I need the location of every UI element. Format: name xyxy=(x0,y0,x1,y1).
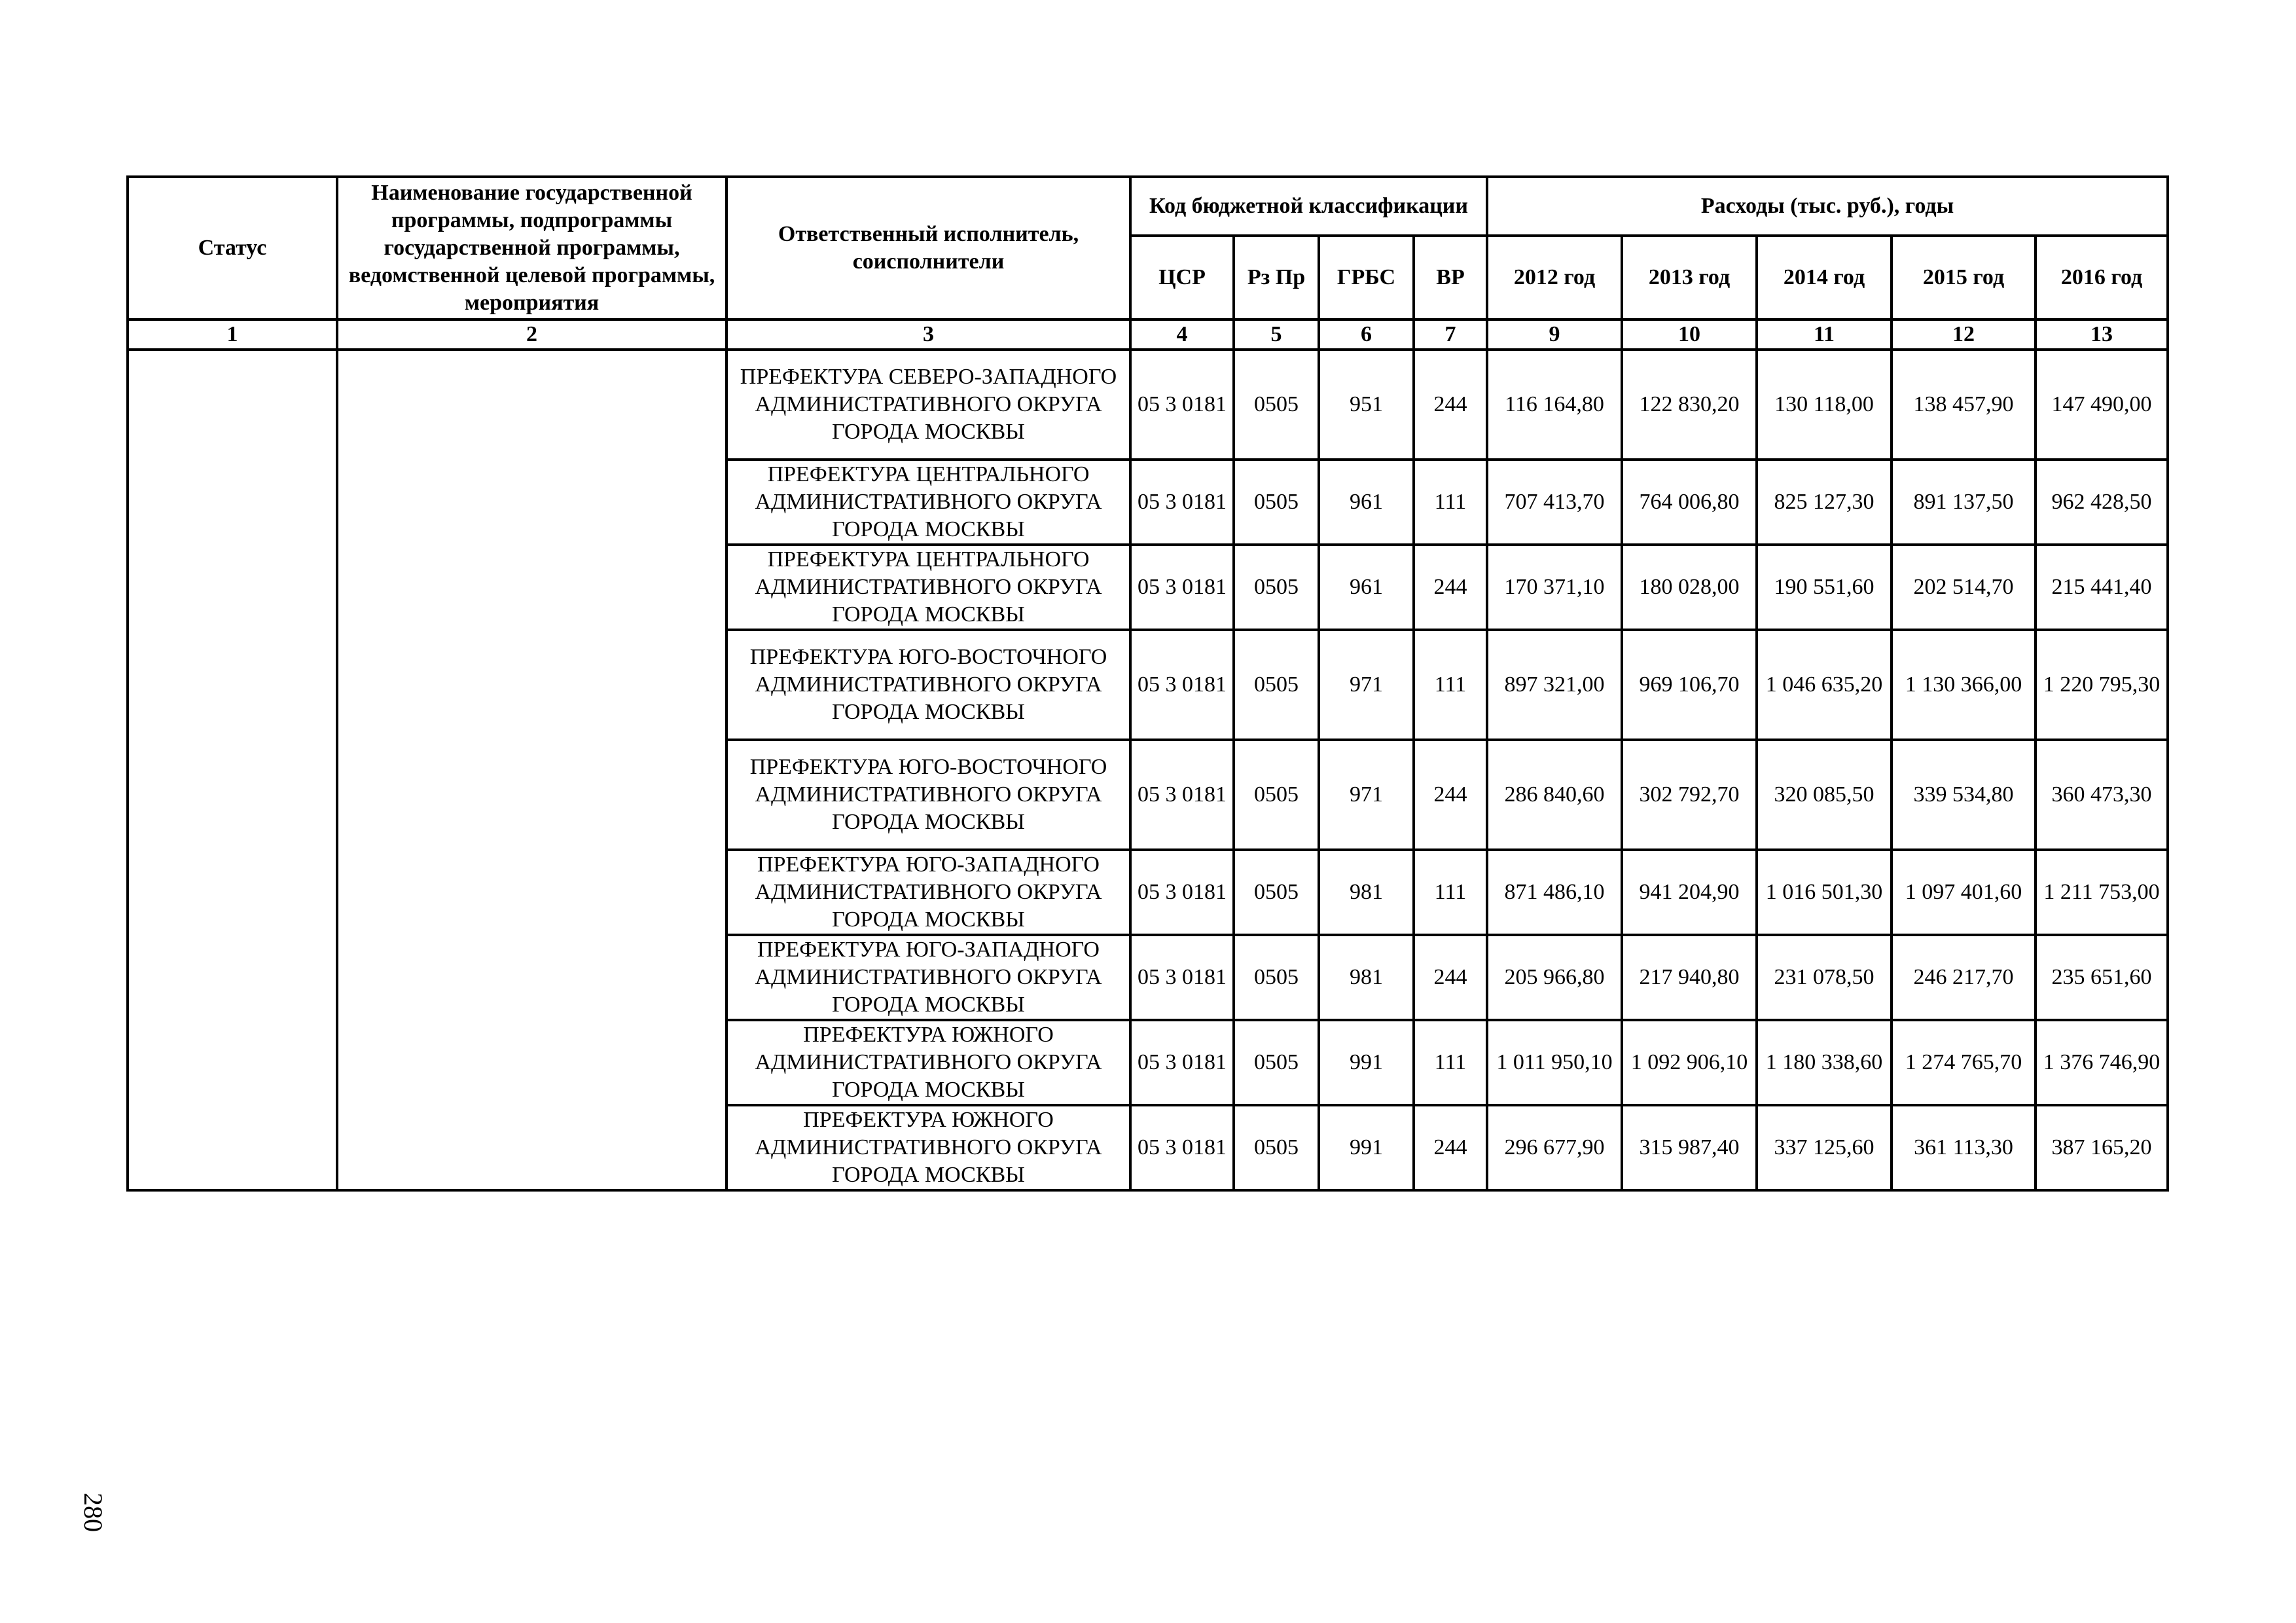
expense-2016-cell: 147 490,00 xyxy=(2036,350,2168,460)
header-expenses: Расходы (тыс. руб.), годы xyxy=(1487,177,2168,236)
executor-cell: ПРЕФЕКТУРА ЮГО-ВОСТОЧНОГО АДМИНИСТРАТИВНОГО ОКРУГА ГОРОДА МОСКВЫ xyxy=(726,630,1130,740)
vr-cell: 244 xyxy=(1414,1105,1487,1190)
column-number: 10 xyxy=(1622,319,1757,350)
csr-cell: 05 3 0181 xyxy=(1130,935,1234,1020)
expense-2012-cell: 871 486,10 xyxy=(1487,850,1622,935)
column-number: 9 xyxy=(1487,319,1622,350)
executor-cell: ПРЕФЕКТУРА ЮЖНОГО АДМИНИСТРАТИВНОГО ОКРУГА ГОРОДА МОСКВЫ xyxy=(726,1020,1130,1105)
executor-cell: ПРЕФЕКТУРА СЕВЕРО-ЗАПАДНОГО АДМИНИСТРАТИВНОГО ОКРУГА ГОРОДА МОСКВЫ xyxy=(726,350,1130,460)
expense-2013-cell: 941 204,90 xyxy=(1622,850,1757,935)
header-budget-code: Код бюджетной классификации xyxy=(1130,177,1487,236)
expense-2015-cell: 202 514,70 xyxy=(1892,545,2036,630)
program-name-cell xyxy=(337,350,726,1190)
expense-2012-cell: 205 966,80 xyxy=(1487,935,1622,1020)
column-number: 1 xyxy=(128,319,337,350)
expense-2016-cell: 387 165,20 xyxy=(2036,1105,2168,1190)
column-number: 2 xyxy=(337,319,726,350)
csr-cell: 05 3 0181 xyxy=(1130,630,1234,740)
vr-cell: 111 xyxy=(1414,460,1487,545)
column-number: 13 xyxy=(2036,319,2168,350)
grbs-cell: 951 xyxy=(1319,350,1414,460)
grbs-cell: 981 xyxy=(1319,850,1414,935)
expense-2015-cell: 361 113,30 xyxy=(1892,1105,2036,1190)
vr-cell: 244 xyxy=(1414,350,1487,460)
header-year-2016: 2016 год xyxy=(2036,236,2168,319)
grbs-cell: 981 xyxy=(1319,935,1414,1020)
expense-2015-cell: 1 274 765,70 xyxy=(1892,1020,2036,1105)
column-number: 6 xyxy=(1319,319,1414,350)
vr-cell: 244 xyxy=(1414,935,1487,1020)
expense-2012-cell: 116 164,80 xyxy=(1487,350,1622,460)
header-year-2014: 2014 год xyxy=(1757,236,1892,319)
expense-2015-cell: 1 097 401,60 xyxy=(1892,850,2036,935)
column-number: 11 xyxy=(1757,319,1892,350)
expense-2016-cell: 1 220 795,30 xyxy=(2036,630,2168,740)
csr-cell: 05 3 0181 xyxy=(1130,1020,1234,1105)
vr-cell: 111 xyxy=(1414,850,1487,935)
expense-2012-cell: 296 677,90 xyxy=(1487,1105,1622,1190)
expense-2013-cell: 122 830,20 xyxy=(1622,350,1757,460)
csr-cell: 05 3 0181 xyxy=(1130,740,1234,850)
expense-2012-cell: 1 011 950,10 xyxy=(1487,1020,1622,1105)
vr-cell: 111 xyxy=(1414,1020,1487,1105)
grbs-cell: 991 xyxy=(1319,1020,1414,1105)
header-rzpr: Рз Пр xyxy=(1234,236,1319,319)
expense-2015-cell: 891 137,50 xyxy=(1892,460,2036,545)
expense-2013-cell: 764 006,80 xyxy=(1622,460,1757,545)
expense-2013-cell: 1 092 906,10 xyxy=(1622,1020,1757,1105)
expense-2014-cell: 337 125,60 xyxy=(1757,1105,1892,1190)
expense-2015-cell: 1 130 366,00 xyxy=(1892,630,2036,740)
expense-2016-cell: 360 473,30 xyxy=(2036,740,2168,850)
expense-2015-cell: 339 534,80 xyxy=(1892,740,2036,850)
csr-cell: 05 3 0181 xyxy=(1130,460,1234,545)
column-number: 4 xyxy=(1130,319,1234,350)
grbs-cell: 971 xyxy=(1319,740,1414,850)
executor-cell: ПРЕФЕКТУРА ЮГО-ЗАПАДНОГО АДМИНИСТРАТИВНОГО ОКРУГА ГОРОДА МОСКВЫ xyxy=(726,935,1130,1020)
column-number: 5 xyxy=(1234,319,1319,350)
rzpr-cell: 0505 xyxy=(1234,545,1319,630)
column-number: 7 xyxy=(1414,319,1487,350)
header-status: Статус xyxy=(128,177,337,319)
rzpr-cell: 0505 xyxy=(1234,630,1319,740)
expense-2013-cell: 969 106,70 xyxy=(1622,630,1757,740)
grbs-cell: 971 xyxy=(1319,630,1414,740)
rzpr-cell: 0505 xyxy=(1234,740,1319,850)
rzpr-cell: 0505 xyxy=(1234,850,1319,935)
expense-2014-cell: 190 551,60 xyxy=(1757,545,1892,630)
executor-cell: ПРЕФЕКТУРА ЦЕНТРАЛЬНОГО АДМИНИСТРАТИВНОГО ОКРУГА ГОРОДА МОСКВЫ xyxy=(726,545,1130,630)
expense-2012-cell: 897 321,00 xyxy=(1487,630,1622,740)
expense-2013-cell: 302 792,70 xyxy=(1622,740,1757,850)
rzpr-cell: 0505 xyxy=(1234,1020,1319,1105)
executor-cell: ПРЕФЕКТУРА ЦЕНТРАЛЬНОГО АДМИНИСТРАТИВНОГО ОКРУГА ГОРОДА МОСКВЫ xyxy=(726,460,1130,545)
expense-2013-cell: 315 987,40 xyxy=(1622,1105,1757,1190)
csr-cell: 05 3 0181 xyxy=(1130,1105,1234,1190)
grbs-cell: 991 xyxy=(1319,1105,1414,1190)
csr-cell: 05 3 0181 xyxy=(1130,545,1234,630)
status-cell xyxy=(128,350,337,1190)
executor-cell: ПРЕФЕКТУРА ЮГО-ВОСТОЧНОГО АДМИНИСТРАТИВНОГО ОКРУГА ГОРОДА МОСКВЫ xyxy=(726,740,1130,850)
header-executor: Ответственный исполнитель, соисполнители xyxy=(726,177,1130,319)
expense-2012-cell: 707 413,70 xyxy=(1487,460,1622,545)
page-number: 280 xyxy=(79,1493,108,1532)
grbs-cell: 961 xyxy=(1319,545,1414,630)
header-year-2013: 2013 год xyxy=(1622,236,1757,319)
header-vr: ВР xyxy=(1414,236,1487,319)
csr-cell: 05 3 0181 xyxy=(1130,350,1234,460)
column-number: 12 xyxy=(1892,319,2036,350)
expense-2012-cell: 286 840,60 xyxy=(1487,740,1622,850)
header-year-2012: 2012 год xyxy=(1487,236,1622,319)
expense-2016-cell: 962 428,50 xyxy=(2036,460,2168,545)
header-grbs: ГРБС xyxy=(1319,236,1414,319)
expense-2014-cell: 1 180 338,60 xyxy=(1757,1020,1892,1105)
expense-2014-cell: 130 118,00 xyxy=(1757,350,1892,460)
expense-2013-cell: 180 028,00 xyxy=(1622,545,1757,630)
expense-2013-cell: 217 940,80 xyxy=(1622,935,1757,1020)
executor-cell: ПРЕФЕКТУРА ЮГО-ЗАПАДНОГО АДМИНИСТРАТИВНОГО ОКРУГА ГОРОДА МОСКВЫ xyxy=(726,850,1130,935)
vr-cell: 244 xyxy=(1414,740,1487,850)
header-year-2015: 2015 год xyxy=(1892,236,2036,319)
table-row xyxy=(128,350,2168,460)
column-number: 3 xyxy=(726,319,1130,350)
rzpr-cell: 0505 xyxy=(1234,1105,1319,1190)
rzpr-cell: 0505 xyxy=(1234,460,1319,545)
header-name: Наименование государственной программы, подпрограммы государственной программы, ведомственной целевой программы, мероприятия xyxy=(337,177,726,319)
vr-cell: 111 xyxy=(1414,630,1487,740)
expense-2016-cell: 235 651,60 xyxy=(2036,935,2168,1020)
expense-2016-cell: 1 211 753,00 xyxy=(2036,850,2168,935)
vr-cell: 244 xyxy=(1414,545,1487,630)
rzpr-cell: 0505 xyxy=(1234,350,1319,460)
expense-2014-cell: 1 046 635,20 xyxy=(1757,630,1892,740)
rzpr-cell: 0505 xyxy=(1234,935,1319,1020)
grbs-cell: 961 xyxy=(1319,460,1414,545)
csr-cell: 05 3 0181 xyxy=(1130,850,1234,935)
expense-2012-cell: 170 371,10 xyxy=(1487,545,1622,630)
expense-2014-cell: 320 085,50 xyxy=(1757,740,1892,850)
expense-2014-cell: 231 078,50 xyxy=(1757,935,1892,1020)
header-csr: ЦСР xyxy=(1130,236,1234,319)
budget-table xyxy=(126,175,2169,1192)
expense-2015-cell: 246 217,70 xyxy=(1892,935,2036,1020)
expense-2014-cell: 1 016 501,30 xyxy=(1757,850,1892,935)
expense-2016-cell: 1 376 746,90 xyxy=(2036,1020,2168,1105)
expense-2015-cell: 138 457,90 xyxy=(1892,350,2036,460)
expense-2014-cell: 825 127,30 xyxy=(1757,460,1892,545)
expense-2016-cell: 215 441,40 xyxy=(2036,545,2168,630)
executor-cell: ПРЕФЕКТУРА ЮЖНОГО АДМИНИСТРАТИВНОГО ОКРУГА ГОРОДА МОСКВЫ xyxy=(726,1105,1130,1190)
